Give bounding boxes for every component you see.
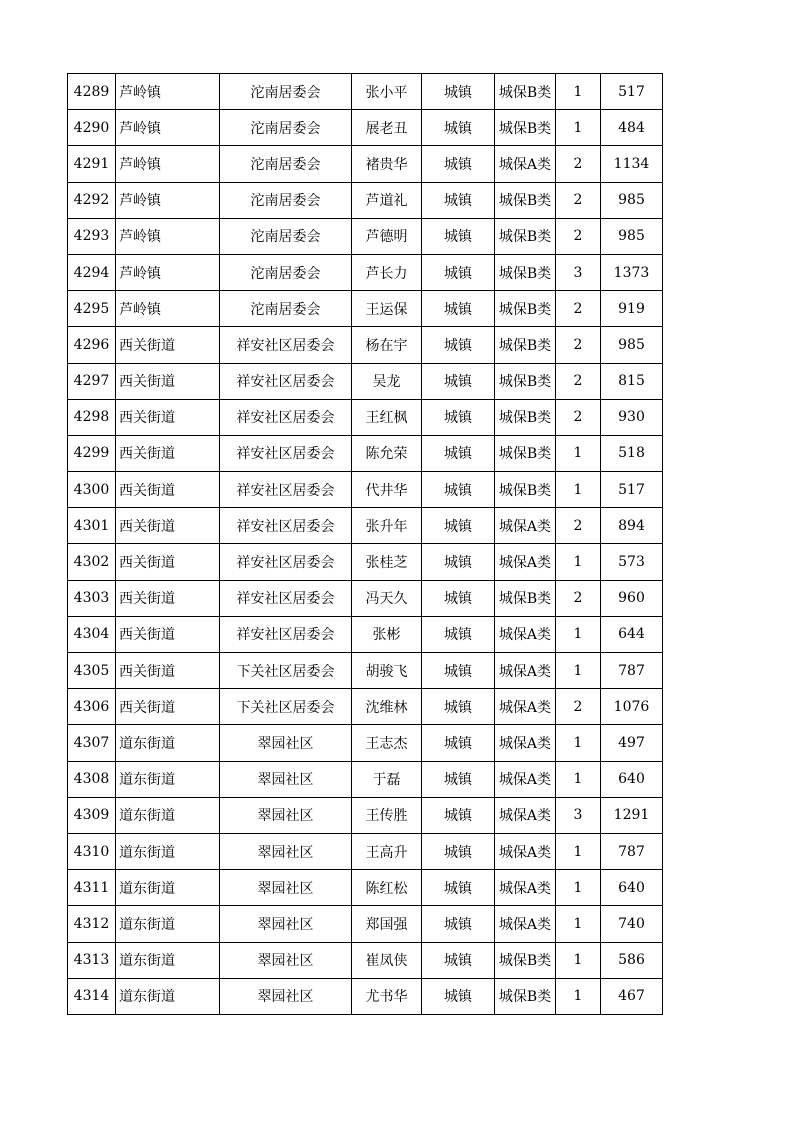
amount-cell: 815 [601, 363, 663, 399]
town-name-cell: 西关街道 [116, 689, 220, 725]
row-number-cell: 4297 [68, 363, 116, 399]
table-row [68, 218, 663, 254]
table-row [68, 870, 663, 906]
town-name-cell: 西关街道 [116, 616, 220, 652]
person-name-cell: 于磊 [352, 761, 422, 797]
community-name-cell: 翠园社区 [220, 833, 352, 869]
town-name-cell: 西关街道 [116, 508, 220, 544]
person-name-cell: 尤书华 [352, 978, 422, 1014]
area-type-cell: 城镇 [422, 653, 495, 689]
amount-cell: 644 [601, 616, 663, 652]
area-type-cell: 城镇 [422, 291, 495, 327]
household-count-cell: 1 [556, 833, 601, 869]
row-number-cell: 4302 [68, 544, 116, 580]
community-name-cell: 祥安社区居委会 [220, 363, 352, 399]
town-name-cell: 芦岭镇 [116, 182, 220, 218]
table-row [68, 508, 663, 544]
person-name-cell: 代井华 [352, 472, 422, 508]
household-count-cell: 1 [556, 978, 601, 1014]
household-count-cell: 1 [556, 74, 601, 110]
household-count-cell: 1 [556, 435, 601, 471]
household-count-cell: 2 [556, 363, 601, 399]
household-count-cell: 2 [556, 146, 601, 182]
person-name-cell: 王志杰 [352, 725, 422, 761]
table-row [68, 942, 663, 978]
community-name-cell: 沱南居委会 [220, 182, 352, 218]
amount-cell: 640 [601, 761, 663, 797]
person-name-cell: 胡骏飞 [352, 653, 422, 689]
category-cell: 城保B类 [495, 218, 556, 254]
category-cell: 城保B类 [495, 254, 556, 290]
community-name-cell: 翠园社区 [220, 978, 352, 1014]
row-number-cell: 4296 [68, 327, 116, 363]
row-number-cell: 4306 [68, 689, 116, 725]
amount-cell: 894 [601, 508, 663, 544]
table-row [68, 616, 663, 652]
town-name-cell: 西关街道 [116, 327, 220, 363]
amount-cell: 573 [601, 544, 663, 580]
table-row [68, 472, 663, 508]
row-number-cell: 4292 [68, 182, 116, 218]
amount-cell: 1373 [601, 254, 663, 290]
area-type-cell: 城镇 [422, 146, 495, 182]
person-name-cell: 芦德明 [352, 218, 422, 254]
area-type-cell: 城镇 [422, 218, 495, 254]
row-number-cell: 4314 [68, 978, 116, 1014]
person-name-cell: 展老丑 [352, 110, 422, 146]
household-count-cell: 1 [556, 725, 601, 761]
household-count-cell: 1 [556, 761, 601, 797]
household-count-cell: 2 [556, 580, 601, 616]
amount-cell: 740 [601, 906, 663, 942]
row-number-cell: 4289 [68, 74, 116, 110]
amount-cell: 1291 [601, 797, 663, 833]
table-row [68, 291, 663, 327]
person-name-cell: 沈维林 [352, 689, 422, 725]
category-cell: 城保A类 [495, 616, 556, 652]
community-name-cell: 翠园社区 [220, 725, 352, 761]
community-name-cell: 翠园社区 [220, 870, 352, 906]
town-name-cell: 芦岭镇 [116, 110, 220, 146]
area-type-cell: 城镇 [422, 616, 495, 652]
household-count-cell: 2 [556, 508, 601, 544]
amount-cell: 919 [601, 291, 663, 327]
person-name-cell: 芦长力 [352, 254, 422, 290]
table-body [68, 74, 663, 1015]
household-count-cell: 2 [556, 182, 601, 218]
community-name-cell: 翠园社区 [220, 942, 352, 978]
amount-cell: 787 [601, 833, 663, 869]
person-name-cell: 杨在宇 [352, 327, 422, 363]
area-type-cell: 城镇 [422, 363, 495, 399]
table-row [68, 978, 663, 1014]
person-name-cell: 张桂芝 [352, 544, 422, 580]
amount-cell: 787 [601, 653, 663, 689]
town-name-cell: 道东街道 [116, 906, 220, 942]
community-name-cell: 沱南居委会 [220, 74, 352, 110]
category-cell: 城保B类 [495, 291, 556, 327]
area-type-cell: 城镇 [422, 906, 495, 942]
community-name-cell: 沱南居委会 [220, 254, 352, 290]
person-name-cell: 王高升 [352, 833, 422, 869]
area-type-cell: 城镇 [422, 544, 495, 580]
amount-cell: 930 [601, 399, 663, 435]
row-number-cell: 4307 [68, 725, 116, 761]
household-count-cell: 1 [556, 942, 601, 978]
amount-cell: 518 [601, 435, 663, 471]
amount-cell: 1076 [601, 689, 663, 725]
row-number-cell: 4303 [68, 580, 116, 616]
amount-cell: 497 [601, 725, 663, 761]
category-cell: 城保A类 [495, 544, 556, 580]
town-name-cell: 西关街道 [116, 580, 220, 616]
amount-cell: 640 [601, 870, 663, 906]
table-row [68, 833, 663, 869]
community-name-cell: 祥安社区居委会 [220, 616, 352, 652]
row-number-cell: 4291 [68, 146, 116, 182]
community-name-cell: 沱南居委会 [220, 146, 352, 182]
category-cell: 城保B类 [495, 580, 556, 616]
area-type-cell: 城镇 [422, 472, 495, 508]
row-number-cell: 4294 [68, 254, 116, 290]
row-number-cell: 4309 [68, 797, 116, 833]
community-name-cell: 沱南居委会 [220, 218, 352, 254]
community-name-cell: 祥安社区居委会 [220, 472, 352, 508]
category-cell: 城保A类 [495, 797, 556, 833]
table-row [68, 906, 663, 942]
community-name-cell: 下关社区居委会 [220, 653, 352, 689]
person-name-cell: 王传胜 [352, 797, 422, 833]
person-name-cell: 张小平 [352, 74, 422, 110]
person-name-cell: 郑国强 [352, 906, 422, 942]
person-name-cell: 褚贵华 [352, 146, 422, 182]
table-row [68, 74, 663, 110]
row-number-cell: 4305 [68, 653, 116, 689]
person-name-cell: 王运保 [352, 291, 422, 327]
town-name-cell: 西关街道 [116, 435, 220, 471]
community-name-cell: 祥安社区居委会 [220, 580, 352, 616]
row-number-cell: 4298 [68, 399, 116, 435]
amount-cell: 467 [601, 978, 663, 1014]
category-cell: 城保B类 [495, 74, 556, 110]
community-name-cell: 翠园社区 [220, 906, 352, 942]
row-number-cell: 4299 [68, 435, 116, 471]
row-number-cell: 4310 [68, 833, 116, 869]
person-name-cell: 陈红松 [352, 870, 422, 906]
household-count-cell: 1 [556, 906, 601, 942]
community-name-cell: 下关社区居委会 [220, 689, 352, 725]
household-count-cell: 1 [556, 870, 601, 906]
person-name-cell: 芦道礼 [352, 182, 422, 218]
person-name-cell: 吴龙 [352, 363, 422, 399]
community-name-cell: 翠园社区 [220, 761, 352, 797]
category-cell: 城保B类 [495, 472, 556, 508]
area-type-cell: 城镇 [422, 435, 495, 471]
area-type-cell: 城镇 [422, 725, 495, 761]
household-count-cell: 1 [556, 472, 601, 508]
household-count-cell: 2 [556, 327, 601, 363]
subsidy-table [67, 73, 663, 1015]
category-cell: 城保A类 [495, 146, 556, 182]
amount-cell: 1134 [601, 146, 663, 182]
household-count-cell: 3 [556, 254, 601, 290]
table-row [68, 254, 663, 290]
category-cell: 城保B类 [495, 327, 556, 363]
household-count-cell: 2 [556, 291, 601, 327]
category-cell: 城保B类 [495, 435, 556, 471]
table-row [68, 327, 663, 363]
town-name-cell: 西关街道 [116, 399, 220, 435]
area-type-cell: 城镇 [422, 74, 495, 110]
area-type-cell: 城镇 [422, 689, 495, 725]
table-row [68, 182, 663, 218]
area-type-cell: 城镇 [422, 942, 495, 978]
row-number-cell: 4301 [68, 508, 116, 544]
town-name-cell: 芦岭镇 [116, 218, 220, 254]
row-number-cell: 4308 [68, 761, 116, 797]
community-name-cell: 翠园社区 [220, 797, 352, 833]
town-name-cell: 道东街道 [116, 761, 220, 797]
town-name-cell: 道东街道 [116, 978, 220, 1014]
area-type-cell: 城镇 [422, 761, 495, 797]
category-cell: 城保A类 [495, 725, 556, 761]
area-type-cell: 城镇 [422, 182, 495, 218]
category-cell: 城保A类 [495, 761, 556, 797]
town-name-cell: 芦岭镇 [116, 291, 220, 327]
row-number-cell: 4304 [68, 616, 116, 652]
table-row [68, 435, 663, 471]
person-name-cell: 陈允荣 [352, 435, 422, 471]
category-cell: 城保B类 [495, 978, 556, 1014]
household-count-cell: 2 [556, 399, 601, 435]
amount-cell: 960 [601, 580, 663, 616]
town-name-cell: 西关街道 [116, 544, 220, 580]
community-name-cell: 沱南居委会 [220, 110, 352, 146]
row-number-cell: 4300 [68, 472, 116, 508]
category-cell: 城保B类 [495, 182, 556, 218]
area-type-cell: 城镇 [422, 254, 495, 290]
row-number-cell: 4290 [68, 110, 116, 146]
table-row [68, 653, 663, 689]
town-name-cell: 道东街道 [116, 833, 220, 869]
area-type-cell: 城镇 [422, 833, 495, 869]
household-count-cell: 1 [556, 616, 601, 652]
category-cell: 城保A类 [495, 906, 556, 942]
table-row [68, 797, 663, 833]
area-type-cell: 城镇 [422, 110, 495, 146]
category-cell: 城保B类 [495, 363, 556, 399]
household-count-cell: 2 [556, 218, 601, 254]
town-name-cell: 道东街道 [116, 797, 220, 833]
row-number-cell: 4312 [68, 906, 116, 942]
table-row [68, 146, 663, 182]
amount-cell: 586 [601, 942, 663, 978]
town-name-cell: 西关街道 [116, 472, 220, 508]
area-type-cell: 城镇 [422, 978, 495, 1014]
category-cell: 城保A类 [495, 653, 556, 689]
town-name-cell: 道东街道 [116, 725, 220, 761]
row-number-cell: 4311 [68, 870, 116, 906]
town-name-cell: 道东街道 [116, 942, 220, 978]
table-row [68, 725, 663, 761]
community-name-cell: 祥安社区居委会 [220, 399, 352, 435]
amount-cell: 517 [601, 472, 663, 508]
community-name-cell: 祥安社区居委会 [220, 544, 352, 580]
amount-cell: 985 [601, 182, 663, 218]
household-count-cell: 1 [556, 544, 601, 580]
table-row [68, 580, 663, 616]
category-cell: 城保A类 [495, 870, 556, 906]
table-row [68, 689, 663, 725]
category-cell: 城保B类 [495, 399, 556, 435]
row-number-cell: 4293 [68, 218, 116, 254]
category-cell: 城保B类 [495, 110, 556, 146]
area-type-cell: 城镇 [422, 797, 495, 833]
community-name-cell: 沱南居委会 [220, 291, 352, 327]
area-type-cell: 城镇 [422, 580, 495, 616]
area-type-cell: 城镇 [422, 327, 495, 363]
household-count-cell: 1 [556, 653, 601, 689]
community-name-cell: 祥安社区居委会 [220, 327, 352, 363]
table-row [68, 363, 663, 399]
category-cell: 城保A类 [495, 833, 556, 869]
community-name-cell: 祥安社区居委会 [220, 508, 352, 544]
person-name-cell: 崔凤侠 [352, 942, 422, 978]
table-row [68, 110, 663, 146]
person-name-cell: 王红枫 [352, 399, 422, 435]
town-name-cell: 芦岭镇 [116, 146, 220, 182]
table-row [68, 399, 663, 435]
person-name-cell: 冯天久 [352, 580, 422, 616]
table-row [68, 761, 663, 797]
amount-cell: 985 [601, 218, 663, 254]
town-name-cell: 西关街道 [116, 363, 220, 399]
table-row [68, 544, 663, 580]
household-count-cell: 2 [556, 689, 601, 725]
area-type-cell: 城镇 [422, 508, 495, 544]
town-name-cell: 芦岭镇 [116, 74, 220, 110]
person-name-cell: 张彬 [352, 616, 422, 652]
amount-cell: 985 [601, 327, 663, 363]
category-cell: 城保B类 [495, 942, 556, 978]
row-number-cell: 4295 [68, 291, 116, 327]
amount-cell: 517 [601, 74, 663, 110]
amount-cell: 484 [601, 110, 663, 146]
town-name-cell: 道东街道 [116, 870, 220, 906]
category-cell: 城保A类 [495, 689, 556, 725]
household-count-cell: 3 [556, 797, 601, 833]
community-name-cell: 祥安社区居委会 [220, 435, 352, 471]
town-name-cell: 西关街道 [116, 653, 220, 689]
category-cell: 城保A类 [495, 508, 556, 544]
town-name-cell: 芦岭镇 [116, 254, 220, 290]
person-name-cell: 张升年 [352, 508, 422, 544]
household-count-cell: 1 [556, 110, 601, 146]
row-number-cell: 4313 [68, 942, 116, 978]
area-type-cell: 城镇 [422, 870, 495, 906]
area-type-cell: 城镇 [422, 399, 495, 435]
